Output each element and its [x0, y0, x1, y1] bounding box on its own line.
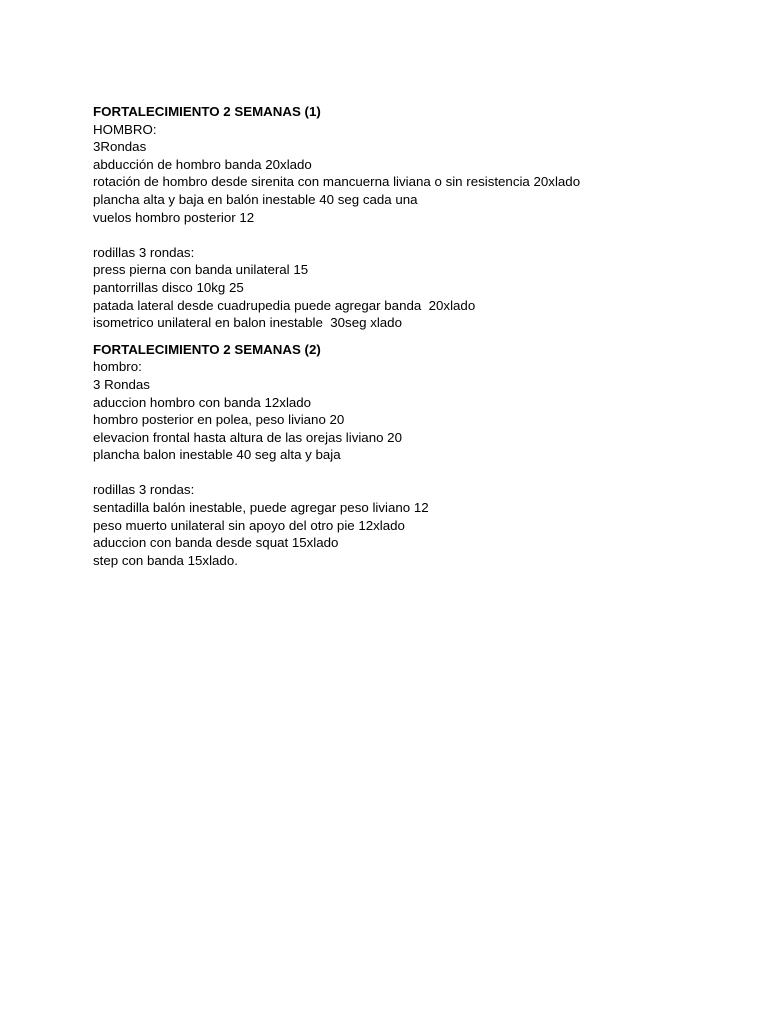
section-2-rodillas-item: aduccion con banda desde squat 15xlado: [93, 535, 339, 551]
section-1-hombro-item: rotación de hombro desde sirenita con mancuerna liviana o sin resistencia 20xlado: [93, 174, 581, 190]
section-1-hombro-heading: HOMBRO:: [93, 121, 157, 137]
section-1-rodillas-heading: rodillas 3 rondas:: [93, 244, 195, 260]
paragraph-spacer: [93, 226, 733, 244]
section-2-title: FORTALECIMIENTO 2 SEMANAS (2): [93, 341, 321, 357]
document-page: [93, 103, 733, 569]
section-1-rodillas-item: pantorrillas disco 10kg 25: [93, 279, 244, 295]
section-2-rodillas-item: step con banda 15xlado.: [93, 552, 238, 568]
section-2-rodillas-item: peso muerto unilateral sin apoyo del otro pie 12xlado: [93, 517, 405, 533]
section-1-hombro-item: vuelos hombro posterior 12: [93, 209, 255, 225]
section-2-hombro-rounds: 3 Rondas: [93, 376, 150, 392]
section-2-hombro-item: elevacion frontal hasta altura de las orejas liviano 20: [93, 429, 402, 445]
section-1-hombro-rounds: 3Rondas: [93, 139, 147, 155]
section-2-hombro-heading: hombro:: [93, 359, 142, 375]
paragraph-spacer: [93, 464, 733, 482]
section-2-hombro-item: plancha balon inestable 40 seg alta y baja: [93, 447, 341, 463]
section-2-hombro-item: aduccion hombro con banda 12xlado: [93, 394, 312, 410]
section-1-hombro-item: plancha alta y baja en balón inestable 40 seg cada una: [93, 191, 418, 207]
section-2-hombro-item: hombro posterior en polea, peso liviano 20: [93, 412, 345, 428]
section-1-rodillas-item: patada lateral desde cuadrupedia puede agregar banda 20xlado: [93, 297, 476, 313]
section-2-rodillas-item: sentadilla balón inestable, puede agregar peso liviano 12: [93, 500, 429, 516]
section-1-rodillas-item: isometrico unilateral en balon inestable 30seg xlado: [93, 315, 402, 331]
section-1-title: FORTALECIMIENTO 2 SEMANAS (1): [93, 104, 321, 119]
section-2-rodillas-heading: rodillas 3 rondas:: [93, 482, 195, 498]
section-1-rodillas-item: press pierna con banda unilateral 15: [93, 262, 309, 278]
section-spacer: [93, 332, 733, 341]
section-1-hombro-item: abducción de hombro banda 20xlado: [93, 156, 312, 172]
